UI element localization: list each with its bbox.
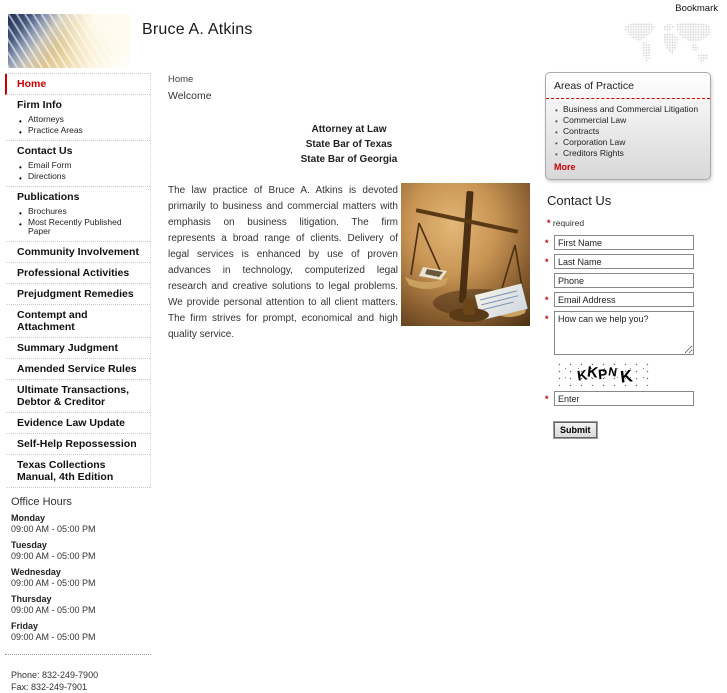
office-hours-thursday: Thursday 09:00 AM - 05:00 PM — [11, 594, 96, 615]
more-link[interactable]: More — [554, 162, 576, 172]
sidebar-subitem-brochures[interactable]: • Brochures — [19, 207, 146, 216]
required-note: * required — [547, 218, 585, 228]
first-name-input[interactable] — [554, 235, 694, 250]
contact-info — [11, 669, 151, 693]
required-asterisk: * — [545, 295, 549, 305]
credential-line: Attorney at Law — [311, 124, 387, 135]
required-asterisk: * — [545, 394, 549, 404]
page-title: Welcome — [168, 90, 212, 102]
intro-paragraph: The law practice of Bruce A. Atkins is devoted primarily to business and commercial matters with emphasis on business litigation. The firm represents a broad range of clients. Delivery of legal services is enhanced by use of proven advances in technology, computerized legal research and creative solutions to legal problems. We provide personal attention to all client matters. The firm strives for prompt, economical and high quality service. — [168, 185, 398, 340]
sidebar-menu — [5, 73, 151, 488]
fax-number: Fax: 832-249-7901 — [11, 682, 88, 692]
sidebar-item-self-help-repossession[interactable]: Self-Help Repossession — [5, 434, 150, 455]
sidebar-subitem-directions[interactable]: • Directions — [19, 172, 146, 181]
required-asterisk: * — [545, 314, 549, 324]
sidebar-item-evidence-law-update[interactable]: Evidence Law Update — [5, 413, 150, 434]
required-asterisk: * — [545, 238, 549, 248]
captcha-image: K K P N K — [554, 361, 656, 386]
contact-form-title: Contact Us — [547, 193, 612, 208]
message-textarea[interactable] — [554, 311, 694, 355]
sidebar-subitem-attorneys[interactable]: • Attorneys — [19, 115, 146, 124]
sidebar-subitem-most-recently-published-paper[interactable]: • Most Recently Published Paper — [19, 218, 146, 236]
practice-area-item[interactable]: • Business and Commercial Litigation — [554, 104, 702, 115]
phone-input[interactable] — [554, 273, 694, 288]
practice-area-item[interactable]: • Commercial Law — [554, 115, 702, 126]
bookmark-link[interactable]: Bookmark — [675, 3, 718, 14]
required-asterisk: * — [545, 257, 549, 267]
sidebar-subitem-email-form[interactable]: • Email Form — [19, 161, 146, 170]
practice-area-item[interactable]: • Corporation Law — [554, 137, 702, 148]
office-hours-title: Office Hours — [11, 496, 72, 508]
captcha-input[interactable] — [554, 391, 694, 406]
sidebar-item-summary-judgment[interactable]: Summary Judgment — [5, 338, 150, 359]
right-column — [545, 72, 711, 438]
sidebar-item-amended-service-rules[interactable]: Amended Service Rules — [5, 359, 150, 380]
sidebar-item-prejudgment-remedies[interactable]: Prejudgment Remedies — [5, 284, 150, 305]
credential-line: State Bar of Texas — [305, 139, 393, 150]
sidebar-item-home[interactable]: Home — [5, 74, 150, 95]
practice-area-item[interactable]: • Contracts — [554, 126, 702, 137]
world-map-image — [622, 18, 717, 68]
sidebar-item-community-involvement[interactable]: Community Involvement — [5, 242, 150, 263]
email-input[interactable] — [554, 292, 694, 307]
sidebar-subitem-practice-areas[interactable]: • Practice Areas — [19, 126, 146, 135]
scales-of-justice-image — [401, 183, 530, 336]
divider — [5, 654, 151, 655]
areas-of-practice-list — [546, 99, 710, 161]
sidebar-item-texas-collections-manual[interactable]: Texas Collections Manual, 4th Edition — [5, 455, 150, 488]
sidebar-item-contempt-and-attachment[interactable]: Contempt and Attachment — [5, 305, 150, 338]
sidebar-item-contact-us[interactable]: Contact Us • Email Form • Directions — [5, 141, 150, 187]
last-name-input[interactable] — [554, 254, 694, 269]
office-hours-tuesday: Tuesday 09:00 AM - 05:00 PM — [11, 540, 96, 561]
sidebar — [5, 73, 151, 693]
office-hours-monday: Monday 09:00 AM - 05:00 PM — [11, 513, 96, 534]
office-hours-friday: Friday 09:00 AM - 05:00 PM — [11, 621, 96, 642]
sidebar-item-firm-info[interactable]: Firm Info • Attorneys • Practice Areas — [5, 95, 150, 141]
submit-button[interactable]: Submit — [554, 422, 597, 438]
coin-logo-image — [8, 14, 130, 68]
site-title: Bruce A. Atkins — [142, 21, 253, 38]
phone-number: Phone: 832-249-7900 — [11, 670, 99, 680]
required-asterisk: * — [547, 218, 551, 228]
sidebar-item-publications[interactable]: Publications • Brochures • Most Recently Published Paper — [5, 187, 150, 242]
areas-of-practice-box — [545, 72, 711, 180]
main-content — [168, 74, 530, 343]
office-hours-wednesday: Wednesday 09:00 AM - 05:00 PM — [11, 567, 96, 588]
areas-of-practice-title: Areas of Practice — [546, 73, 710, 99]
credential-line: State Bar of Georgia — [300, 154, 398, 165]
practice-area-item[interactable]: • Creditors Rights — [554, 148, 702, 159]
contact-form — [545, 218, 711, 438]
credentials — [168, 122, 530, 167]
breadcrumb[interactable]: Home — [168, 74, 194, 85]
office-hours — [11, 496, 151, 642]
sidebar-item-professional-activities[interactable]: Professional Activities — [5, 263, 150, 284]
sidebar-item-ultimate-transactions[interactable]: Ultimate Transactions, Debtor & Creditor — [5, 380, 150, 413]
